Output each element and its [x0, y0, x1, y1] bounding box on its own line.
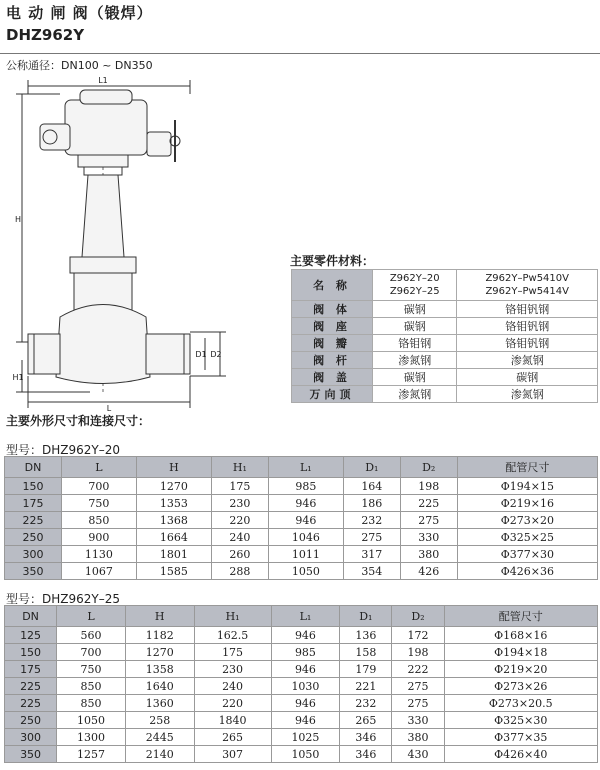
materials-header-col1 [373, 270, 457, 301]
table-header-row [5, 457, 598, 478]
table-cell: 1030 [271, 678, 340, 695]
material-cell: 渗氮钢 [373, 386, 457, 403]
dn-cell: 350 [5, 746, 57, 763]
table-row [5, 729, 598, 746]
table-cell: 1050 [268, 563, 343, 580]
table-cell: 750 [57, 661, 126, 678]
dimensions-title: 主要外形尺寸和连接尺寸： [6, 414, 151, 428]
materials-row [292, 301, 598, 318]
material-cell: 渗氮钢 [457, 352, 598, 369]
table-row [5, 695, 598, 712]
table-cell: 172 [392, 627, 444, 644]
table-cell: 258 [125, 712, 194, 729]
materials-table [291, 269, 598, 403]
table-cell: Φ273×20.5 [444, 695, 597, 712]
column-header: D₁ [343, 457, 400, 478]
material-cell: 铬钼钢 [373, 335, 457, 352]
column-header: 配管尺寸 [457, 457, 597, 478]
table-cell: 220 [211, 512, 268, 529]
table-cell: 946 [271, 661, 340, 678]
table-cell: 288 [211, 563, 268, 580]
material-cell: 碳钢 [373, 318, 457, 335]
table-cell: 2445 [125, 729, 194, 746]
column-header: 配管尺寸 [444, 606, 597, 627]
table-cell: 260 [211, 546, 268, 563]
table-cell: 850 [57, 678, 126, 695]
material-cell: 渗氮钢 [373, 352, 457, 369]
table-cell: Φ194×15 [457, 478, 597, 495]
table-cell: Φ219×20 [444, 661, 597, 678]
table-cell: 220 [194, 695, 271, 712]
table-cell: Φ426×40 [444, 746, 597, 763]
table-row [5, 478, 598, 495]
table-cell: 1025 [271, 729, 340, 746]
table-cell: 198 [400, 478, 457, 495]
header-col1-line1: Z962Y–20 [389, 273, 440, 284]
header-col1-line2: Z962Y–25 [389, 286, 440, 297]
table-row [5, 512, 598, 529]
table-cell: 346 [340, 746, 392, 763]
material-cell: 碳钢 [373, 301, 457, 318]
model-number: DHZ962Y [6, 26, 85, 44]
table-cell: 317 [343, 546, 400, 563]
table-cell: 225 [400, 495, 457, 512]
dn-cell: 300 [5, 729, 57, 746]
valve-body [56, 305, 150, 384]
page-title: 电 动 闸 阀（锻焊） [6, 4, 153, 22]
material-cell: 碳钢 [457, 369, 598, 386]
material-cell: 铬钼钒钢 [457, 318, 598, 335]
table-cell: 158 [340, 644, 392, 661]
header-col2-line2: Z962Y–Pw5414V [485, 286, 569, 297]
table-cell: 230 [211, 495, 268, 512]
column-header: H [125, 606, 194, 627]
table-cell: 221 [340, 678, 392, 695]
table-cell: 1358 [125, 661, 194, 678]
column-header: D₂ [400, 457, 457, 478]
table-cell: 1360 [125, 695, 194, 712]
table-cell: Φ273×20 [457, 512, 597, 529]
column-header: D₂ [392, 606, 444, 627]
dn-cell: 350 [5, 563, 62, 580]
table-cell: 240 [211, 529, 268, 546]
table-cell: 946 [268, 512, 343, 529]
table-cell: 1050 [271, 746, 340, 763]
table-cell: 430 [392, 746, 444, 763]
table-cell: 946 [268, 495, 343, 512]
table-cell: 946 [271, 712, 340, 729]
table-cell: Φ219×16 [457, 495, 597, 512]
material-cell: 碳钢 [373, 369, 457, 386]
table-cell: 240 [194, 678, 271, 695]
table-cell: 1664 [136, 529, 211, 546]
column-header: H₁ [211, 457, 268, 478]
nominal-diameter: 公称通径：DN100 ~ DN350 [6, 59, 153, 72]
table-cell: 175 [194, 644, 271, 661]
column-header: L₁ [268, 457, 343, 478]
table-cell: 307 [194, 746, 271, 763]
table-cell: 230 [194, 661, 271, 678]
table-cell: 750 [61, 495, 136, 512]
part-name: 阀 杆 [292, 352, 373, 369]
dn-cell: 225 [5, 678, 57, 695]
label-h1: H1 [12, 373, 24, 382]
table-cell: 164 [343, 478, 400, 495]
table-cell: 426 [400, 563, 457, 580]
table-cell: 380 [400, 546, 457, 563]
table-cell: 380 [392, 729, 444, 746]
dn-cell: 300 [5, 546, 62, 563]
materials-header-col2 [457, 270, 598, 301]
dn-cell: 175 [5, 495, 62, 512]
column-header: DN [5, 457, 62, 478]
table-cell: 346 [340, 729, 392, 746]
table-cell: 1585 [136, 563, 211, 580]
dn-cell: 150 [5, 644, 57, 661]
dn-cell: 175 [5, 661, 57, 678]
valve-drawing [0, 72, 270, 412]
table-cell: 1182 [125, 627, 194, 644]
table-cell: 1050 [57, 712, 126, 729]
part-name: 阀 体 [292, 301, 373, 318]
column-header: D₁ [340, 606, 392, 627]
column-header: L [61, 457, 136, 478]
dn-cell: 150 [5, 478, 62, 495]
table-cell: 560 [57, 627, 126, 644]
table-cell: 186 [343, 495, 400, 512]
column-header: L₁ [271, 606, 340, 627]
table-cell: 1067 [61, 563, 136, 580]
materials-row [292, 386, 598, 403]
motor-housing [40, 124, 70, 150]
materials-row [292, 369, 598, 386]
pipe-end-left [28, 334, 60, 374]
table-header-row [5, 606, 598, 627]
table-cell: Φ377×30 [457, 546, 597, 563]
table-cell: 946 [271, 695, 340, 712]
column-header: L [57, 606, 126, 627]
table-cell: 900 [61, 529, 136, 546]
label-l1: L1 [98, 76, 108, 85]
label-d2: D2 [210, 350, 222, 359]
table-cell: 275 [392, 695, 444, 712]
table-cell: 275 [343, 529, 400, 546]
table-cell: 179 [340, 661, 392, 678]
table-cell: Φ325×30 [444, 712, 597, 729]
table-cell: 1840 [194, 712, 271, 729]
column-header: H₁ [194, 606, 271, 627]
materials-row [292, 318, 598, 335]
dn-cell: 250 [5, 712, 57, 729]
column-header: H [136, 457, 211, 478]
model-label-20: 型号：DHZ962Y–20 [6, 443, 120, 457]
pipe-end-right [146, 334, 190, 374]
part-name: 阀 盖 [292, 369, 373, 386]
table-cell: 2140 [125, 746, 194, 763]
table-cell: 175 [211, 478, 268, 495]
table-cell: 162.5 [194, 627, 271, 644]
table-cell: 985 [268, 478, 343, 495]
table-cell: 1046 [268, 529, 343, 546]
table-cell: 1300 [57, 729, 126, 746]
table-cell: 1270 [136, 478, 211, 495]
table-cell: 1353 [136, 495, 211, 512]
part-name: 阀 瓣 [292, 335, 373, 352]
table-cell: 946 [271, 627, 340, 644]
table-row [5, 495, 598, 512]
table-cell: Φ273×26 [444, 678, 597, 695]
dn-cell: 225 [5, 695, 57, 712]
table-cell: 232 [340, 695, 392, 712]
model-label-25: 型号：DHZ962Y–25 [6, 592, 120, 606]
dn-cell: 225 [5, 512, 62, 529]
label-l: L [106, 404, 112, 412]
table-cell: 232 [343, 512, 400, 529]
table-cell: Φ194×18 [444, 644, 597, 661]
table-cell: 222 [392, 661, 444, 678]
dn-cell: 250 [5, 529, 62, 546]
table-cell: 700 [57, 644, 126, 661]
table-row [5, 661, 598, 678]
materials-row [292, 352, 598, 369]
materials-header-name: 名 称 [292, 270, 373, 301]
dims-table-25 [4, 605, 598, 763]
table-cell: 1257 [57, 746, 126, 763]
divider [0, 53, 600, 54]
part-name: 阀 座 [292, 318, 373, 335]
table-row [5, 678, 598, 695]
materials-title: 主要零件材料： [290, 254, 375, 268]
table-cell: 275 [400, 512, 457, 529]
table-cell: 1368 [136, 512, 211, 529]
header-col2-line1: Z962Y–Pw5410V [485, 273, 569, 284]
material-cell: 铬钼钒钢 [457, 335, 598, 352]
table-cell: 1640 [125, 678, 194, 695]
table-cell: 1130 [61, 546, 136, 563]
material-cell: 渗氮钢 [457, 386, 598, 403]
table-row [5, 627, 598, 644]
table-row [5, 644, 598, 661]
column-header: DN [5, 606, 57, 627]
table-cell: 1270 [125, 644, 194, 661]
actuator-body [65, 100, 147, 155]
table-row [5, 546, 598, 563]
valve-bonnet [82, 175, 124, 257]
materials-row [292, 335, 598, 352]
table-cell: 265 [340, 712, 392, 729]
dims-table-20 [4, 456, 598, 580]
label-h: H [14, 215, 22, 224]
part-name: 万向顶 [292, 386, 373, 403]
table-cell: Φ168×16 [444, 627, 597, 644]
table-row [5, 746, 598, 763]
table-cell: 1011 [268, 546, 343, 563]
table-cell: 700 [61, 478, 136, 495]
table-cell: Φ325×25 [457, 529, 597, 546]
table-cell: 275 [392, 678, 444, 695]
table-cell: 354 [343, 563, 400, 580]
material-cell: 铬钼钒钢 [457, 301, 598, 318]
table-cell: 265 [194, 729, 271, 746]
table-row [5, 563, 598, 580]
dn-cell: 125 [5, 627, 57, 644]
table-cell: 850 [61, 512, 136, 529]
table-cell: 1801 [136, 546, 211, 563]
label-d1: D1 [195, 350, 207, 359]
table-cell: 198 [392, 644, 444, 661]
table-cell: Φ377×35 [444, 729, 597, 746]
table-row [5, 529, 598, 546]
table-cell: 850 [57, 695, 126, 712]
table-cell: 330 [400, 529, 457, 546]
table-cell: 136 [340, 627, 392, 644]
table-row [5, 712, 598, 729]
table-cell: 330 [392, 712, 444, 729]
table-cell: 985 [271, 644, 340, 661]
table-cell: Φ426×36 [457, 563, 597, 580]
